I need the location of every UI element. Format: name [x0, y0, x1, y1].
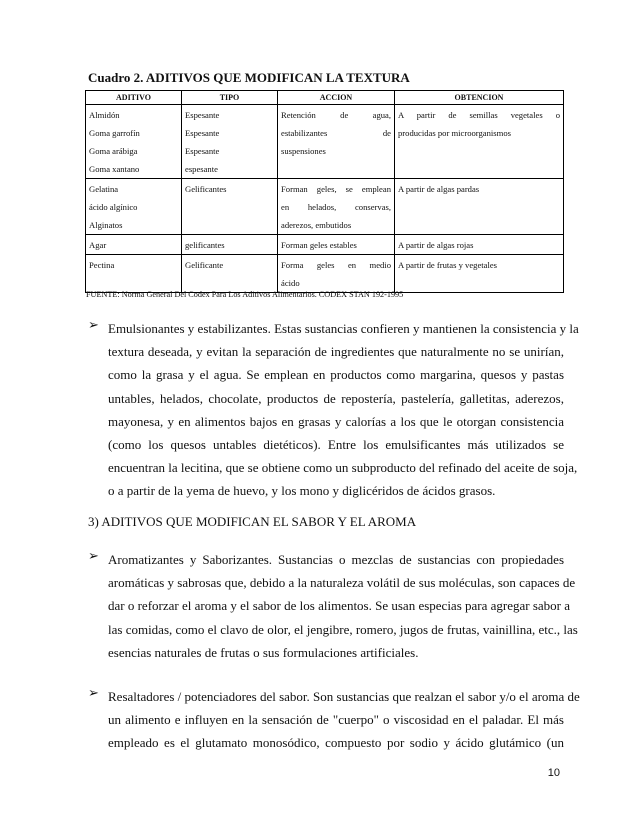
table-row [86, 179, 564, 235]
cell-tipo [182, 255, 278, 293]
paragraph-line: empleado es el glutamato monosódico, compuesto por sodio y ácido glutámico (un [108, 735, 564, 751]
paragraph-line: Resaltadores / potenciadores del sabor. Son sustancias que realzan el sabor y/o el aroma de [108, 689, 580, 704]
table-source-note: FUENTE: Norma General Del Codex Para Los Aditivos Alimentarios. CODEX STAN 192-1995 [86, 290, 404, 299]
cell-line: suspensiones [281, 146, 326, 156]
paragraph-line: encuentran la lecitina, que se obtiene como un subproducto del refinado del aceite de soja, [108, 460, 578, 476]
cell-line: espesante [185, 164, 218, 174]
cell-accion [278, 235, 395, 255]
cell-obtencion [395, 255, 564, 293]
table-row [86, 105, 564, 179]
header-accion: ACCION [278, 91, 395, 105]
paragraph-line: esencias naturales de frutas o sus formulaciones artificiales. [108, 644, 419, 660]
paragraph-line: mayonesa, y en alimentos bajos en grasas y calorías a los que le otorgan consistencia [108, 413, 564, 429]
cell-aditivo [86, 235, 182, 255]
cell-accion [278, 179, 395, 235]
cell-line: A partir de algas pardas [398, 184, 480, 194]
cell-line: Goma garrofín [89, 128, 140, 138]
cell-line: Retención de agua, [281, 110, 391, 120]
cell-obtencion [395, 105, 564, 179]
cell-aditivo [86, 255, 182, 293]
arrow-bullet-icon: ➢ [88, 318, 99, 333]
cell-tipo [182, 179, 278, 235]
cell-line: Goma xantano [89, 164, 140, 174]
cell-line: Almidón [89, 110, 120, 120]
page-number: 10 [547, 767, 560, 779]
additives-table [85, 90, 564, 293]
cell-aditivo [86, 105, 182, 179]
cell-tipo [182, 105, 278, 179]
paragraph-line: como la grasa y el agua. Se emplean en productos como margarina, quesos y pastas [108, 367, 564, 383]
paragraph-line: o a partir de la yema de huevo, y los mono y diglicéridos de ácidos grasos. [108, 483, 496, 499]
cell-line: Gelatina [89, 184, 119, 194]
cell-tipo [182, 235, 278, 255]
cell-obtencion [395, 235, 564, 255]
bullet-aromatizantes [88, 548, 578, 664]
header-tipo: TIPO [182, 91, 278, 105]
cell-line: en helados, conservas, [281, 202, 391, 212]
paragraph-line: (como los quesos untables dietéticos). Entre los emulsificantes más utilizados se [108, 437, 564, 453]
header-aditivo: ADITIVO [86, 91, 182, 105]
table-row [86, 255, 564, 293]
paragraph-line: textura deseada, y evitan la separación de ingredientes que naturalmente no se unirían, [108, 344, 564, 360]
cell-line: Forman geles, se emplean [281, 184, 391, 194]
cell-line: Gelificante [185, 260, 224, 270]
cell-line: aderezos, embutidos [281, 220, 352, 230]
bullet-emulsionantes [88, 317, 579, 503]
paragraph-line: untables, helados, chocolate, productos de repostería, pastelería, galletitas, aderezos, [108, 390, 564, 406]
table-header-row [86, 91, 564, 105]
paragraph-line: Aromatizantes y Saborizantes. Sustancias o mezclas de sustancias con propiedades [108, 552, 564, 567]
cell-line: ácido algínico [89, 202, 138, 212]
cell-line: gelificantes [185, 240, 225, 250]
cell-line: Espesante [185, 146, 220, 156]
cell-line: estabilizantes de [281, 128, 391, 138]
paragraph-line: aromáticas y sabrosas que, debido a la naturaleza volátil de sus moléculas, son capaces de [108, 575, 576, 591]
arrow-bullet-icon: ➢ [88, 686, 99, 701]
arrow-bullet-icon: ➢ [88, 549, 99, 564]
cell-line: Espesante [185, 110, 220, 120]
section-heading: 3) ADITIVOS QUE MODIFICAN EL SABOR Y EL AROMA [88, 514, 417, 529]
paragraph-line: Emulsionantes y estabilizantes. Estas sustancias confieren y mantienen la consistencia y la [108, 321, 579, 336]
cell-line: producidas por microorganismos [398, 128, 511, 138]
cell-line: ácido [281, 278, 300, 288]
cell-accion [278, 255, 395, 293]
header-obtencion: OBTENCION [395, 91, 564, 105]
paragraph-line: las comidas, como el clavo de olor, el jengibre, romero, jugos de frutas, vainillina, etc., las [108, 621, 578, 637]
cell-line: A partir de frutas y vegetales [398, 260, 498, 270]
cell-line: Alginatos [89, 220, 123, 230]
table-row [86, 235, 564, 255]
cell-line: A partir de semillas vegetales o [398, 110, 560, 120]
cell-line: Espesante [185, 128, 220, 138]
cell-line: Goma arábiga [89, 146, 138, 156]
cell-accion [278, 105, 395, 179]
paragraph-line: dar o reforzar el aroma y el sabor de los alimentos. Se usan especias para agregar sabor a [108, 598, 571, 614]
cell-line: Gelificantes [185, 184, 227, 194]
cell-line: Forman geles estables [281, 240, 357, 250]
bullet-resaltadores [88, 685, 580, 755]
cell-line: Forma geles en medio [281, 260, 391, 270]
cell-line: A partir de algas rojas [398, 240, 474, 250]
cell-line: Agar [89, 240, 107, 250]
cell-line: Pectina [89, 260, 115, 270]
table-caption: Cuadro 2. ADITIVOS QUE MODIFICAN LA TEXTURA [88, 70, 410, 85]
cell-obtencion [395, 179, 564, 235]
cell-aditivo [86, 179, 182, 235]
paragraph-line: un alimento e influyen en la sensación de "cuerpo" o viscosidad en el paladar. El más [108, 712, 564, 728]
